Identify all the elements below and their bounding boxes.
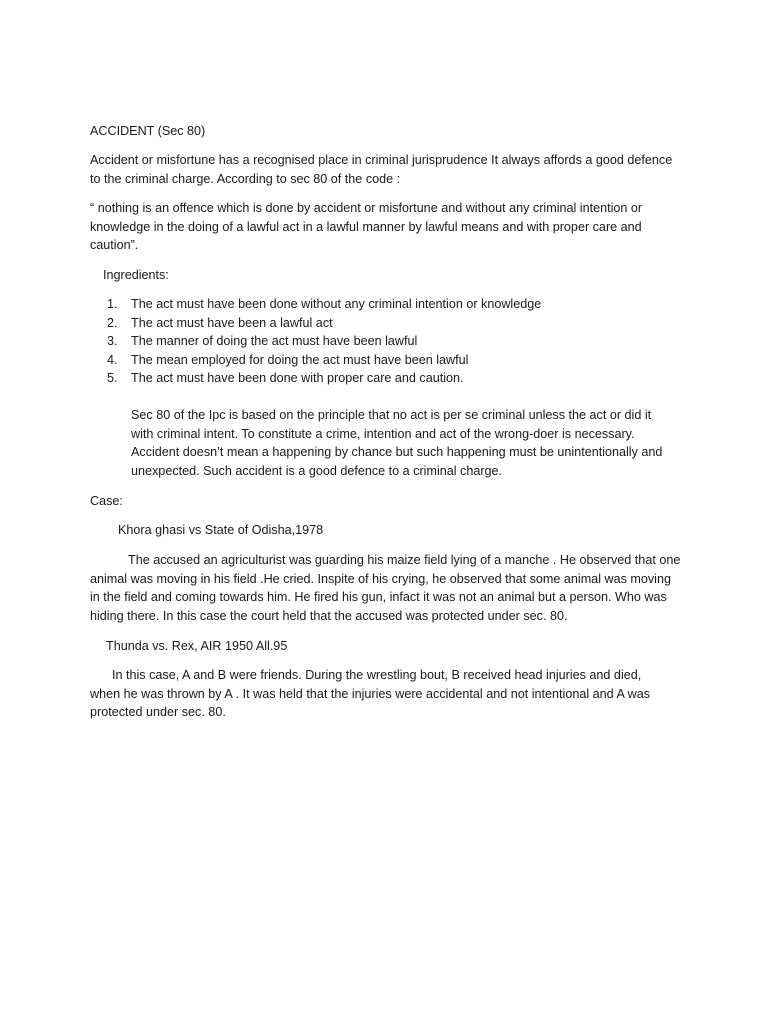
quote-line: knowledge in the doing of a lawful act in a lawful manner by lawful means and with proper care and [90,219,642,234]
document-heading: ACCIDENT (Sec 80) [90,124,206,138]
principle-line: Sec 80 of the Ipc is based on the principle that no act is per se criminal unless the act or did it [131,408,652,422]
quote-paragraph [90,199,642,255]
list-item [107,332,541,351]
case2-line: when he was thrown by A . It was held that the injuries were accidental and not intentional and A was [90,686,651,701]
principle-paragraph [131,406,662,480]
ingredients-list [107,295,541,388]
case-label: Case: [90,494,123,508]
quote-line: caution”. [90,238,139,253]
principle-line: Accident doesn’t mean a happening by chance but such happening must be unintentionally and [131,445,663,460]
intro-line: to the criminal charge. According to sec 80 of the code : [90,171,401,186]
case1-line: in the field and coming towards him. He fired his gun, infact it was not an animal but a person. Who was [90,590,667,605]
list-item-number: 4. [107,352,118,367]
principle-line: with criminal intent. To constitute a crime, intention and act of the wrong-doer is necessary. [131,426,635,441]
list-item [107,295,541,314]
intro-paragraph [90,151,672,188]
list-item [107,314,541,333]
case1-title: Khora ghasi vs State of Odisha,1978 [118,523,324,537]
list-item [107,351,541,370]
principle-line: unexpected. Such accident is a good defence to a criminal charge. [131,463,503,478]
case2-paragraph [90,666,650,722]
list-item-number: 5. [107,371,118,386]
case2-title: Thunda vs. Rex, AIR 1950 All.95 [106,639,288,653]
list-item-text: The mean employed for doing the act must have been lawful [131,352,469,367]
list-item-number: 3. [107,334,118,349]
list-item-text: The act must have been done with proper care and caution. [131,371,464,386]
list-item-number: 1. [107,297,118,311]
case1-line: animal was moving in his field .He cried. Inspite of his crying, he observed that some animal was moving [90,571,671,586]
list-item-text: The act must have been done without any criminal intention or knowledge [131,297,542,311]
list-item-number: 2. [107,315,118,330]
intro-line: Accident or misfortune has a recognised place in criminal jurisprudence It always affords a good defence [90,153,673,167]
list-item-text: The manner of doing the act must have been lawful [131,334,418,349]
list-item-text: The act must have been a lawful act [131,315,333,330]
ingredients-label: Ingredients: [103,268,169,282]
list-item [107,369,541,388]
case1-line: hiding there. In this case the court held that the accused was protected under sec. 80. [90,608,568,623]
case2-line: In this case, A and B were friends. During the wrestling bout, B received head injuries and died, [112,668,642,682]
case2-line: protected under sec. 80. [90,705,226,720]
quote-line: “ nothing is an offence which is done by accident or misfortune and without any criminal intention or [90,201,643,215]
case1-line: The accused an agriculturist was guarding his maize field lying of a manche . He observed that one [128,553,681,567]
case1-paragraph [90,551,680,625]
